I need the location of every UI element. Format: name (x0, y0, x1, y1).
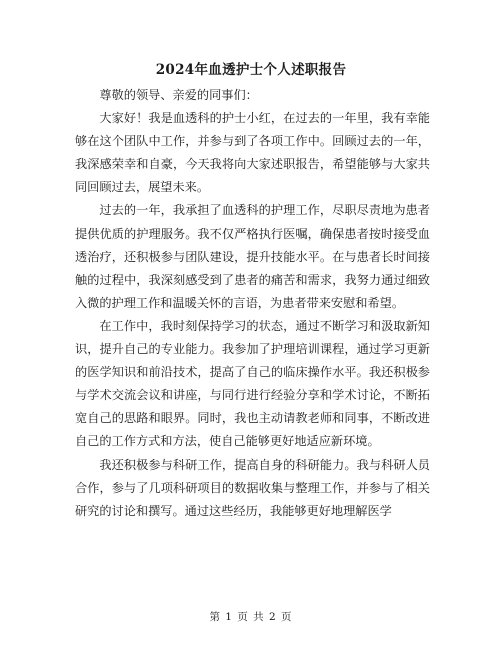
document-title: 2024年血透护士个人述职报告 (155, 62, 347, 78)
document-body (75, 84, 430, 523)
salutation: 尊敬的领导、亲爱的同事们： (99, 88, 258, 102)
paragraph-nursing-work: 过去的一年，我承担了血透科的护理工作，尽职尽责地为患者提供优质的护理服务。我不仅严格执行医嘱，确保患者按时接受血透治疗，还积极参与团队建设，提升技能水平。在与患者长时间接触的过程中，我深刻感受到了患者的痛苦和需求，我努力通过细致入微的护理工作和温暖关怀的言语，为患者带来安慰和希望。 (75, 203, 430, 310)
paragraph-intro: 大家好！我是血透科的护士小红，在过去的一年里，我有幸能够在这个团队中工作，并参与到了各项工作中。回顾过去的一年，我深感荣幸和自豪，今天我将向大家述职报告，希望能够与大家共同回顾过去，展望未来。 (75, 111, 430, 195)
page-footer: 第 1 页 共 2 页 (209, 611, 293, 623)
paragraph-research: 我还积极参与科研工作，提高自身的科研能力。我与科研人员合作，参与了几项科研项目的数据收集与整理工作，并参与了相关研究的讨论和撰写。通过这些经历，我能够更好地理解医学 (75, 457, 430, 518)
paragraph-learning: 在工作中，我时刻保持学习的状态，通过不断学习和汲取新知识，提升自己的专业能力。我参加了护理培训课程，通过学习更新的医学知识和前沿技术，提高了自己的临床操作水平。我还积极参与学术交流会议和讲座，与同行进行经验分享和学术讨论，不断拓宽自己的思路和眼界。同时，我也主动请教老师和同事，不断改进自己的工作方式和方法，使自己能够更好地适应新环境。 (75, 318, 430, 449)
